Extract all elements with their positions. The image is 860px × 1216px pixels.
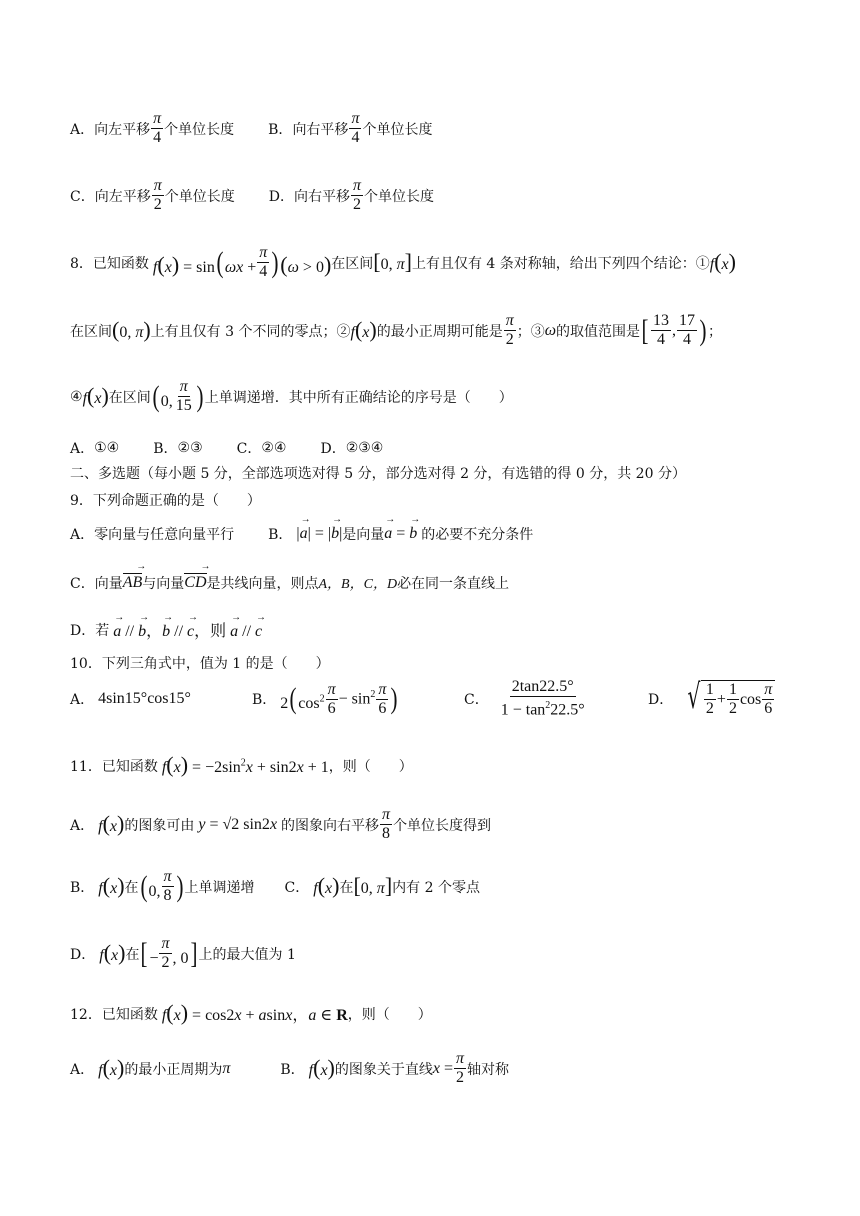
fraction: 17 4 — [679, 312, 696, 348]
q12-option-a[interactable]: A． f(x) 的最小正周期为 π — [70, 1055, 231, 1080]
fraction: π 4 — [153, 110, 162, 146]
q11-option-b[interactable]: B． f(x) 在 (0, π 8 ) 上单调递增 — [70, 868, 255, 904]
q9-options-row-1 — [70, 524, 533, 544]
q9-stem: 9．下列命题正确的是（ ） — [70, 493, 261, 509]
q10-option-c[interactable]: C． 2tan22.5° $1 - \tan^222.5^\circ$ — [464, 678, 585, 719]
q9-option-d[interactable]: D． 若 → a // → b，→ b // → c，则 → a // → c — [70, 618, 262, 641]
q9-option-a[interactable]: A． 零向量与任意向量平行 — [70, 527, 235, 543]
q10-options — [70, 677, 773, 719]
q11-stem: 11． 已知函数 $f(x) = -2\sin^2x + \sin 2x + 1$ ，则（ ） — [70, 752, 413, 777]
q8-line-2: 在区间 (0, π) 上有且仅有 3 个不同的零点；② f(x) 的最小正周期可能是 π 2 ；③ ω 的取值范围是 [ 13 4 , 17 4 ) ； — [70, 312, 723, 348]
q8-omega-range: [ — [641, 313, 649, 347]
q10-option-d[interactable]: D． √ 1 2 + $\frac{1}{2}$ cos π 6 — [648, 680, 775, 718]
fraction: π 2 — [153, 177, 162, 213]
q8-interval-closed: [0, π] — [373, 249, 412, 274]
q7-option-b[interactable]: B． 向右平移 π 4 个单位长度 — [268, 110, 433, 146]
q12-option-b[interactable]: B． f(x) 的图象关于直线 x = $\frac{\pi}{2}$ 轴对称 — [280, 1050, 510, 1086]
square-root: √ 1 2 + $\frac{1}{2}$ cos π 6 — [683, 680, 775, 718]
q8-function-formula: f(x) = sin(ωx + — [152, 245, 257, 279]
q8-options — [70, 438, 383, 458]
fraction: π 2 — [505, 312, 514, 348]
q9-option-b[interactable]: B． |→ a| = |→ b| 是向量 → a = → b 的必要不充分条件 — [268, 524, 533, 544]
q7-option-c[interactable]: C． 向左平移 π 2 个单位长度 — [70, 177, 235, 213]
q11-option-d[interactable]: D． f(x) 在 [− $\frac{\pi}{2}$ , 0] 上的最大值为 1 — [70, 935, 296, 971]
vector-cd: CD → — [184, 574, 206, 592]
q9-b-formula: |→ a| = |→ b| — [292, 525, 342, 543]
q9-option-c[interactable]: C． 向量 AB → 与向量 CD → 是共线向量，则点 A，B，C，D 必在同一条直线上 — [70, 573, 509, 593]
q11-options-row-2 — [70, 868, 480, 905]
q7-options-row-2 — [70, 177, 434, 214]
q12-stem: 12． 已知函数 f(x) = cos2x + asinx，a ∈ R ，则（ ） — [70, 1000, 432, 1025]
fraction: 13 4 — [653, 312, 670, 348]
fraction: π 15 — [175, 378, 192, 414]
fraction: π 4 — [351, 110, 360, 146]
q7-options-row-1 — [70, 110, 432, 147]
q11-function-formula: $f(x) = -2\sin^2x + \sin 2x + 1$ — [161, 752, 329, 777]
q8-option-a[interactable]: A． ①④ — [70, 440, 120, 457]
q7-option-d[interactable]: D． 向右平移 π 2 个单位长度 — [268, 177, 434, 213]
q8-option-b[interactable]: B． ②③ — [153, 440, 203, 457]
q10-option-a[interactable]: A． 4sin15°cos15° — [70, 690, 191, 708]
fraction: π 2 — [352, 177, 361, 213]
q11-option-c[interactable]: C． f(x) 在 [0, π] 内有 2 个零点 — [284, 873, 480, 898]
q11-option-a[interactable]: A． f(x) 的图象可由 y = √2 sin2x 的图象向右平移 π 8 个单位长度得到 — [70, 806, 492, 842]
vector-ab: AB → — [123, 574, 143, 592]
q12-function-formula: f(x) = cos2x + asinx，a ∈ R — [161, 1000, 348, 1025]
q7-option-a[interactable]: A． 向左平移 π 4 个单位长度 — [70, 110, 235, 146]
q8-line-3: ④ f(x) 在区间 (0, π 15 ) 上单调递增．其中所有正确结论的序号是（ ） — [70, 378, 513, 414]
q10-stem: 10．下列三角式中，值为 1 的是（ ） — [70, 656, 330, 672]
section-heading-multi-choice: 二、多选题（每小题 5 分，全部选项选对得 5 分，部分选对得 2 分，有选错的得 0 分，共 20 分） — [70, 466, 686, 482]
q10-option-b[interactable]: B． $2(\cos^2$ π 6 − $\sin^2$ π 6 ) — [252, 680, 398, 717]
q8-option-d[interactable]: D． ②③④ — [320, 440, 384, 457]
q12-options — [70, 1050, 509, 1087]
fraction: $\frac{\pi}{4}$ — [259, 244, 268, 280]
q8-line-1: 8． 已知函数 f(x) = sin(ωx + $\frac{\pi}{4}$ )(ω > 0) 在区间 [0, π] 上有且仅有 4 条对称轴，给出下列四个结论：① f(x) — [70, 244, 736, 280]
q9-d-formula: → a // → b，→ b // → c，则 → a // → c — [109, 618, 262, 641]
q8-option-c[interactable]: C． ②④ — [236, 440, 287, 457]
